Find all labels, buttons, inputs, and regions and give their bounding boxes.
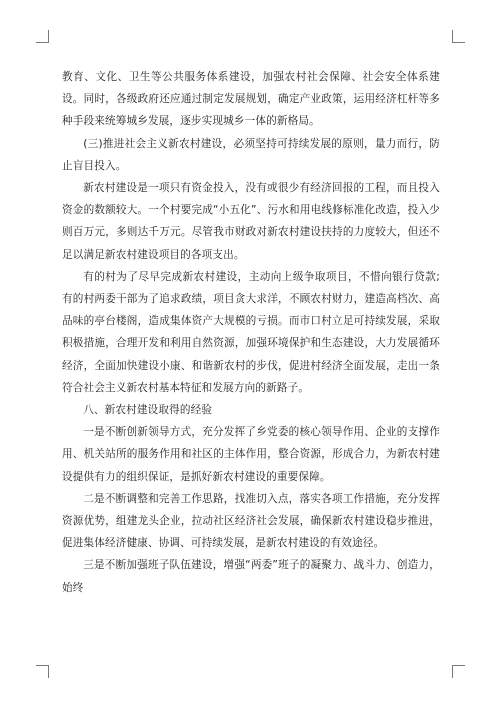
paragraph-investment: 新农村建设是一项只有资金投入，没有或很少有经济回报的工程，而且投入资金的数额较大。一个村要完成“小五化”、污水和用电线修标准化改造，投入少则百万元，多则达千万元。尽管我市财政对新农村建设扶持的力度较大，但还不足以满足新农村建设项目的各项支出。 [62,182,440,261]
section-heading: 八、新农村建设取得的经验 [83,404,213,417]
paragraph-continued: 教育、文化、卫生等公共服务体系建设，加强农村社会保障、社会安全体系建设。同时，各级政府还应通过制定发展规划，确定产业政策，运用经济杠杆等多种手段来统筹城乡发展，逐步实现城乡一体的新格局。 [62,71,440,128]
crop-mark-bottom-right [452,665,465,678]
crop-mark-top-right [452,30,465,43]
crop-mark-bottom-left [36,665,49,678]
crop-mark-top-left [36,30,49,43]
body-text [62,66,440,599]
paragraph-experience-2: 二是不断调整和完善工作思路，找准切入点，落实各项工作措施，充分发挥资源优势，组建龙头企业，拉动社区经济社会发展，确保新农村建设稳步推进，促进集体经济健康、协调、可持续发展，是新农村建设的有效途径。 [62,492,440,550]
paragraph-experience-3: 三是不断加强班子队伍建设，增强“两委”班子的凝聚力、战斗力、创造力，始终 [62,559,440,594]
paragraph-principle: (三)推进社会主义新农村建设，必须坚持可持续发展的原则，量力而行，防止盲目投入。 [62,137,440,172]
paragraph-experience-1: 一是不断创新领导方式，充分发挥了乡党委的核心领导作用、企业的支撑作用、机关站所的服务作用和社区的主体作用，整合资源，形成合力，为新农村建设提供有力的组织保证，是抓好新农村建设的重要保障。 [62,426,440,483]
paragraph-sustainable: 有的村为了尽早完成新农村建设，主动向上级争取项目，不惜向银行贷款;有的村两委干部为了追求政绩，项目贪大求洋，不顾农村财力，建造高档次、高品味的亭台楼阁，造成集体资产大规模的亏损。而市口村立足可持续发展，采取积极措施，合理开发和利用自然资源，加强环境保护和生态建设，大力发展循环经济，全面加快建设小康、和谐新农村的步伐，促进村经济全面发展，走出一条符合社会主义新农村基本特征和发展方向的新路子。 [62,270,440,394]
